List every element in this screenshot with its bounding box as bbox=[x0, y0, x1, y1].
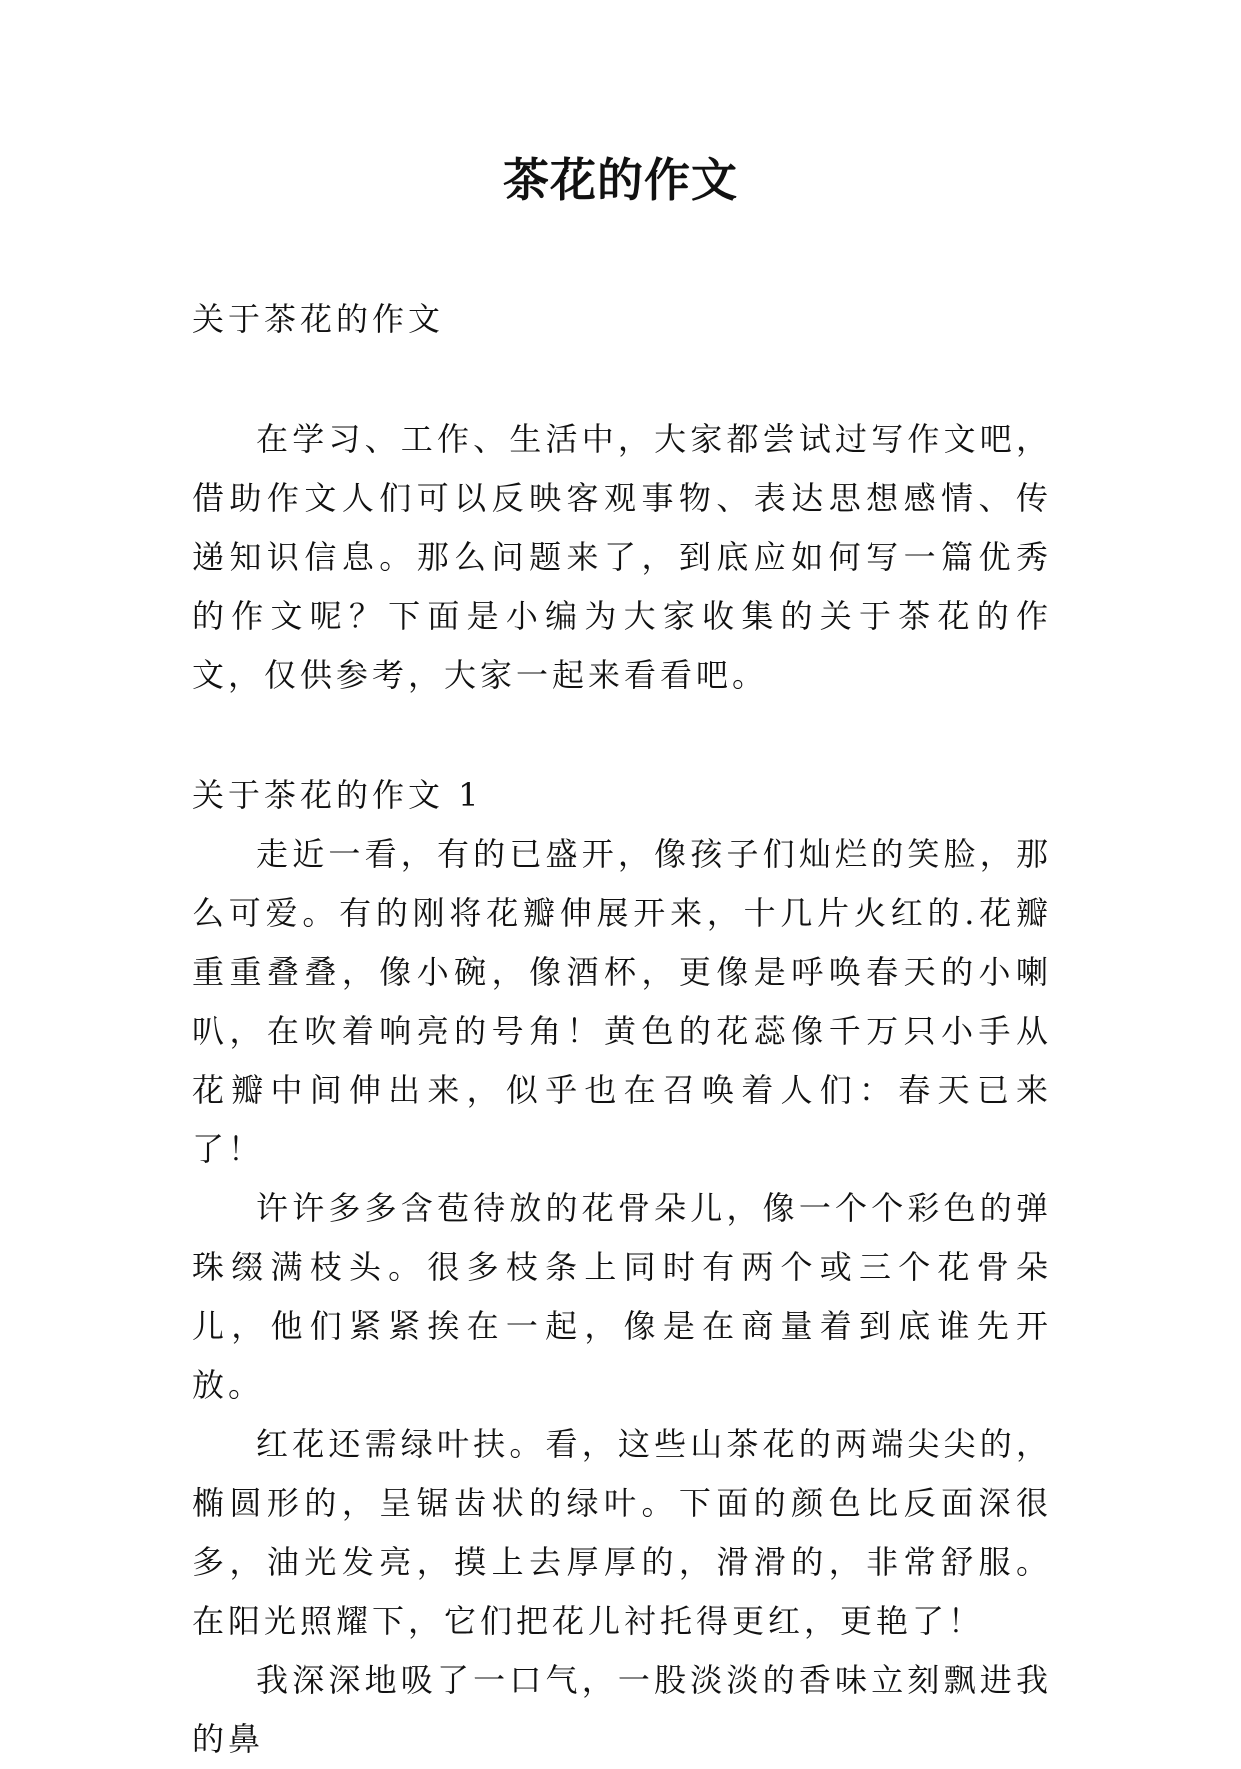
body-paragraph: 走近一看，有的已盛开，像孩子们灿烂的笑脸，那么可爱。有的刚将花瓣伸展开来，十几片火红的.花瓣重重叠叠，像小碗，像酒杯，更像是呼唤春天的小喇叭，在吹着响亮的号角！黄色的花蕊像千万只小手从花瓣中间伸出来，似乎也在召唤着人们：春天已来了！ bbox=[192, 835, 1052, 1168]
body-paragraph: 我深深地吸了一口气，一股淡淡的香味立刻飘进我的鼻 bbox=[192, 1661, 1052, 1758]
intro-heading: 关于茶花的作文 bbox=[192, 300, 445, 338]
intro-paragraph: 在学习、工作、生活中，大家都尝试过写作文吧，借助作文人们可以反映客观事物、表达思想感情、传递知识信息。那么问题来了，到底应如何写一篇优秀的作文呢？下面是小编为大家收集的关于茶花的作文，仅供参考，大家一起来看看吧。 bbox=[192, 420, 1052, 694]
document-title: 茶花的作文 bbox=[503, 153, 738, 207]
body-paragraph: 红花还需绿叶扶。看，这些山茶花的两端尖尖的，椭圆形的，呈锯齿状的绿叶。下面的颜色比反面深很多，油光发亮，摸上去厚厚的，滑滑的，非常舒服。在阳光照耀下，它们把花儿衬托得更红，更艳了！ bbox=[192, 1425, 1052, 1640]
section-heading: 关于茶花的作文 1 bbox=[192, 776, 483, 814]
body-paragraph: 许许多多含苞待放的花骨朵儿，像一个个彩色的弹珠缀满枝头。很多枝条上同时有两个或三个花骨朵儿，他们紧紧挨在一起，像是在商量着到底谁先开放。 bbox=[192, 1189, 1052, 1404]
document-body bbox=[192, 290, 1052, 1769]
